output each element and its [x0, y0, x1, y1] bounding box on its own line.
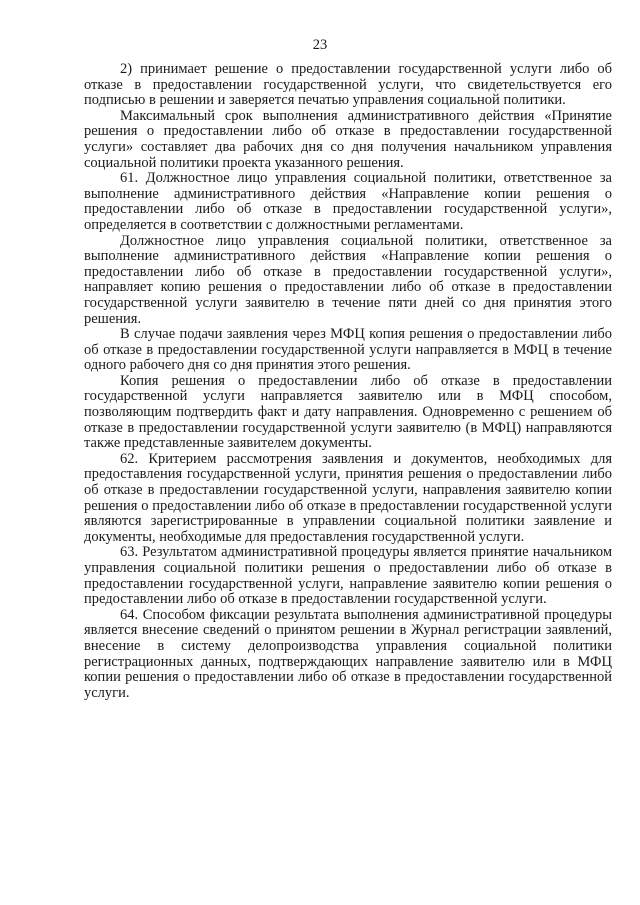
- page-number: 23: [312, 37, 328, 53]
- paragraph-mfc-submission: В случае подачи заявления через МФЦ копия решения о предоставлении либо об отказе в предоставлении государственной услуги направляется в МФЦ в течение одного рабочего дня со дня принятия этого решения.: [84, 326, 612, 374]
- paragraph-max-decision-term: Максимальный срок выполнения административного действия «Принятие решения о предоставлении либо об отказе в предоставлении государственной услуги» составляет два рабочих дня со дня получения начальником управления социальной политики проекта указанного решения.: [84, 107, 612, 171]
- document-body: [84, 62, 612, 701]
- paragraph-copy-delivery-method: Копия решения о предоставлении либо об отказе в предоставлении государственной услуги направляется заявителю или в МФЦ способом, позволяющим подтвердить факт и дату направления. Одновременно с решением об отказе в предоставлении государственной услуги заявителю (в МФЦ) направляются также представленные заявителем документы.: [84, 372, 612, 452]
- paragraph-decision-item-2: 2) принимает решение о предоставлении государственной услуги либо об отказе в предоставлении государственной услуги, что свидетельствуется его подписью в решении и заверяется печатью управления социальной политики.: [84, 61, 612, 109]
- paragraph-62: 62. Критерием рассмотрения заявления и документов, необходимых для предоставления государственной услуги, принятия решения о предоставлении либо об отказе в предоставлении государственной услуги, направления заявителю копии решения о предоставлении либо об отказе в предоставлении государственной услуги являются зарегистрированные в управлении социальной политики заявление и документы, необходимые для предоставления государственной услуги.: [84, 450, 612, 545]
- paragraph-61: 61. Должностное лицо управления социальной политики, ответственное за выполнение административного действия «Направление копии решения о предоставлении либо об отказе в предоставлении государственной услуги», определяется в соответствии с должностными регламентами.: [84, 170, 612, 233]
- paragraph-64: 64. Способом фиксации результата выполнения административной процедуры является внесение сведений о принятом решении в Журнал регистрации заявлений, внесение в систему делопроизводства управления социальной политики регистрационных данных, подтверждающих направление заявителю или в МФЦ копии решения о предоставлении либо об отказе в предоставлении государственной услуги.: [84, 606, 612, 701]
- paragraph-official-sends-copy: Должностное лицо управления социальной политики, ответственное за выполнение административного действия «Направление копии решения о предоставлении либо об отказе в предоставлении государственной услуги», направляет копию решения о предоставлении либо об отказе в предоставлении государственной услуги заявителю в течение пяти дней со дня принятия этого решения.: [84, 232, 612, 327]
- paragraph-63: 63. Результатом административной процедуры является принятие начальником управления социальной политики решения о предоставлении либо об отказе в предоставлении государственной услуги, направление заявителю копии решения о предоставлении либо об отказе в предоставлении государственной услуги.: [84, 544, 612, 608]
